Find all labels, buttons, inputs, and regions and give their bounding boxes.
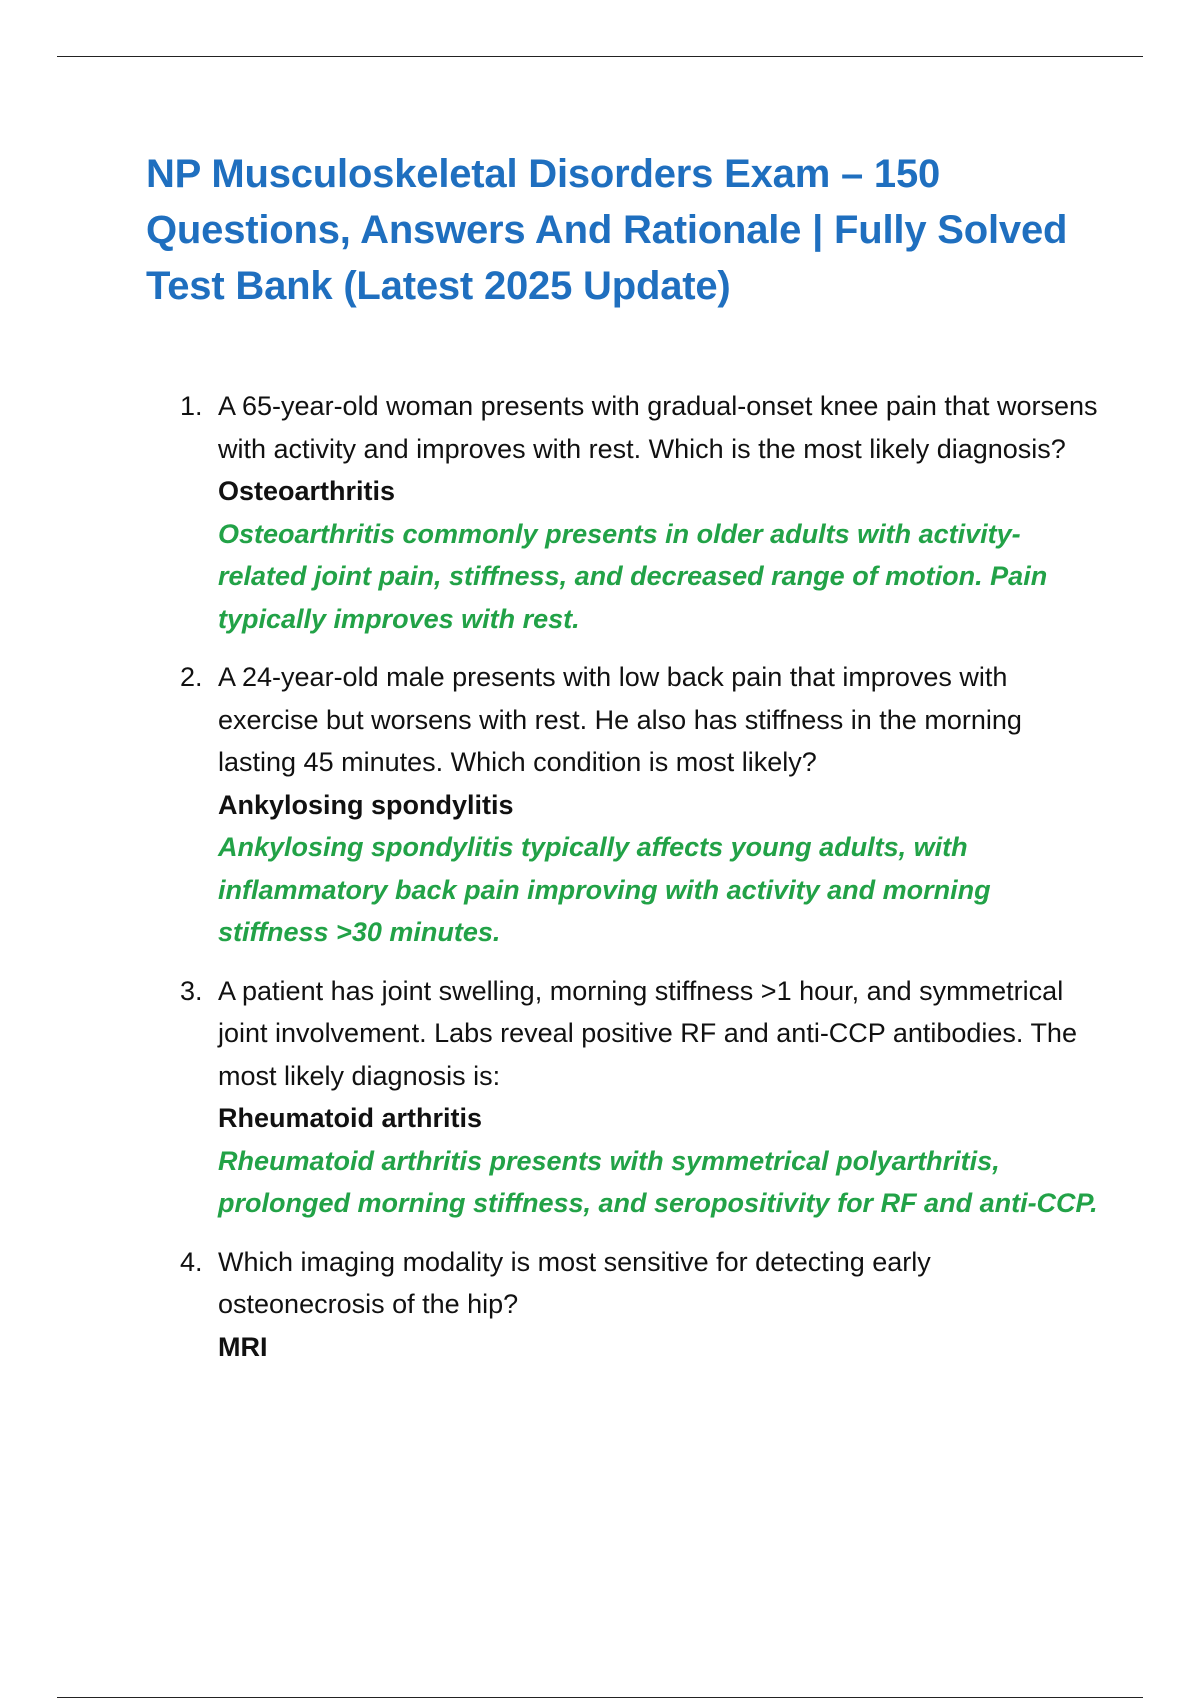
footer-divider (57, 1697, 1143, 1698)
question-text: Which imaging modality is most sensitive for detecting early osteonecrosis of the hip? (218, 1246, 931, 1319)
question-number: 3. (180, 975, 203, 1006)
question-item-2 (178, 656, 1098, 954)
answer-text: Osteoarthritis (218, 476, 396, 506)
question-text: A 65-year-old woman presents with gradual-onset knee pain that worsens with activity and improves with rest. Which is the most likely diagnosis? (218, 391, 1098, 464)
question-text: A 24-year-old male presents with low back pain that improves with exercise but worsens with rest. He also has stiffness in the morning lasting 45 minutes. Which condition is most likely? (218, 662, 1022, 777)
page-title: NP Musculoskeletal Disorders Exam – 150 Questions, Answers And Rationale | Fully Solved Test Bank (Latest 2025 Update) (146, 152, 1068, 308)
answer-text: Rheumatoid arthritis (218, 1103, 483, 1133)
question-number: 4. (180, 1246, 203, 1277)
answer-text: MRI (218, 1331, 268, 1362)
rationale-text: Ankylosing spondylitis typically affects young adults, with inflammatory back pain improving with activity and morning stiffness >30 minutes. (218, 832, 991, 947)
answer-text: Ankylosing spondylitis (218, 789, 514, 820)
question-item-1 (178, 385, 1098, 640)
question-list (178, 385, 1098, 1384)
question-item-3 (178, 970, 1098, 1225)
header-divider (57, 56, 1143, 57)
rationale-text: Rheumatoid arthritis presents with symmetrical polyarthritis, prolonged morning stiffness, and seropositivity for RF and anti-CCP. (218, 1145, 1098, 1218)
question-number: 2. (180, 662, 203, 692)
question-item-4 (178, 1241, 1098, 1369)
rationale-text: Osteoarthritis commonly presents in older adults with activity-related joint pain, stiffness, and decreased range of motion. Pain typically improves with rest. (218, 518, 1048, 634)
question-text: A patient has joint swelling, morning stiffness >1 hour, and symmetrical joint involvement. Labs reveal positive RF and anti-CCP antibodies. The most likely diagnosis is: (218, 975, 1077, 1091)
question-number: 1. (180, 391, 203, 421)
